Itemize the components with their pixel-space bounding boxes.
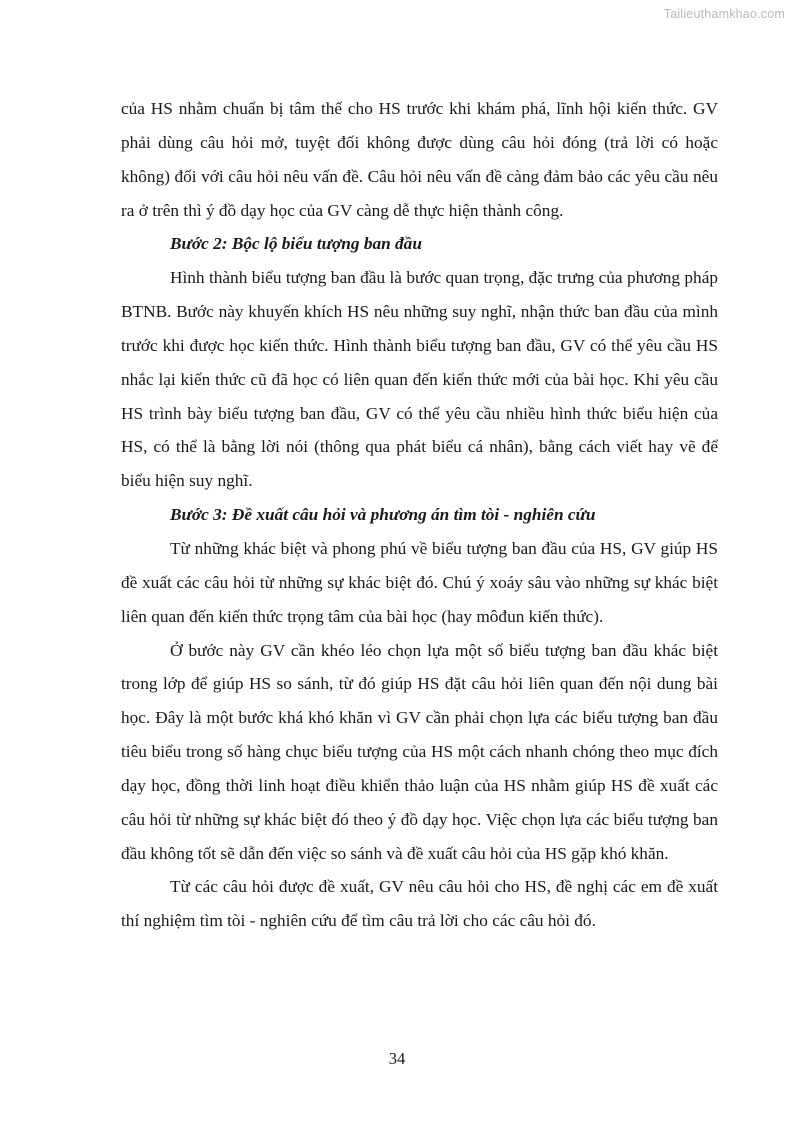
paragraph-step-3-intro: Từ những khác biệt và phong phú về biểu tượng ban đầu của HS, GV giúp HS đề xuất các câu hỏi từ những sự khác biệt đó. Chú ý xoáy sâu vào những sự khác biệt liên quan đến kiến thức trọng tâm của bài học (hay môđun kiến thức). bbox=[121, 538, 718, 626]
paragraph-step-2: Hình thành biểu tượng ban đầu là bước quan trọng, đặc trưng của phương pháp BTNB. Bước này khuyến khích HS nêu những suy nghĩ, nhận thức ban đầu của mình trước khi được học kiến thức. Hình thành biểu tượng ban đầu, GV có thể yêu cầu HS nhắc lại kiến thức cũ đã học có liên quan đến kiến thức mới của bài học. Khi yêu cầu HS trình bày biểu tượng ban đầu, GV có thể yêu cầu nhiều hình thức biểu hiện của HS, có thể là bằng lời nói (thông qua phát biểu cá nhân), bằng cách viết hay vẽ để biểu hiện suy nghĩ. bbox=[121, 268, 718, 491]
paragraph-step-3-detail: Ở bước này GV cần khéo léo chọn lựa một số biểu tượng ban đầu khác biệt trong lớp để giúp HS so sánh, từ đó giúp HS đặt câu hỏi liên quan đến nội dung bài học. Đây là một bước khá khó khăn vì GV cần phải chọn lựa các biểu tượng ban đầu tiêu biểu trong số hàng chục biểu tượng của HS một cách nhanh chóng theo mục đích dạy học, đồng thời linh hoạt điều khiển thảo luận của HS nhằm giúp HS đề xuất các câu hỏi từ những sự khác biệt đó theo ý đồ dạy học. Việc chọn lựa các biểu tượng ban đầu không tốt sẽ dẫn đến việc so sánh và đề xuất câu hỏi của HS gặp khó khăn. bbox=[121, 640, 718, 863]
heading-step-2: Bước 2: Bộc lộ biểu tượng ban đầu bbox=[170, 234, 422, 254]
paragraph-step-3-conclusion: Từ các câu hỏi được đề xuất, GV nêu câu hỏi cho HS, đề nghị các em đề xuất thí nghiệm tìm tòi - nghiên cứu để tìm câu trả lời cho các câu hỏi đó. bbox=[121, 877, 718, 931]
page-number: 34 bbox=[388, 1049, 406, 1068]
document-body bbox=[121, 92, 718, 938]
heading-step-3: Bước 3: Đề xuất câu hỏi và phương án tìm tòi - nghiên cứu bbox=[170, 505, 596, 525]
watermark: Tailieuthamkhao.com bbox=[663, 7, 785, 21]
paragraph-continuation: của HS nhằm chuẩn bị tâm thế cho HS trước khi khám phá, lĩnh hội kiến thức. GV phải dùng câu hỏi mở, tuyệt đối không được dùng câu hỏi đóng (trả lời có hoặc không) đối với câu hỏi nêu vấn đề. Câu hỏi nêu vấn đề càng đảm bảo các yêu cầu nêu ra ở trên thì ý đồ dạy học của GV càng dễ thực hiện thành công. bbox=[121, 99, 718, 220]
